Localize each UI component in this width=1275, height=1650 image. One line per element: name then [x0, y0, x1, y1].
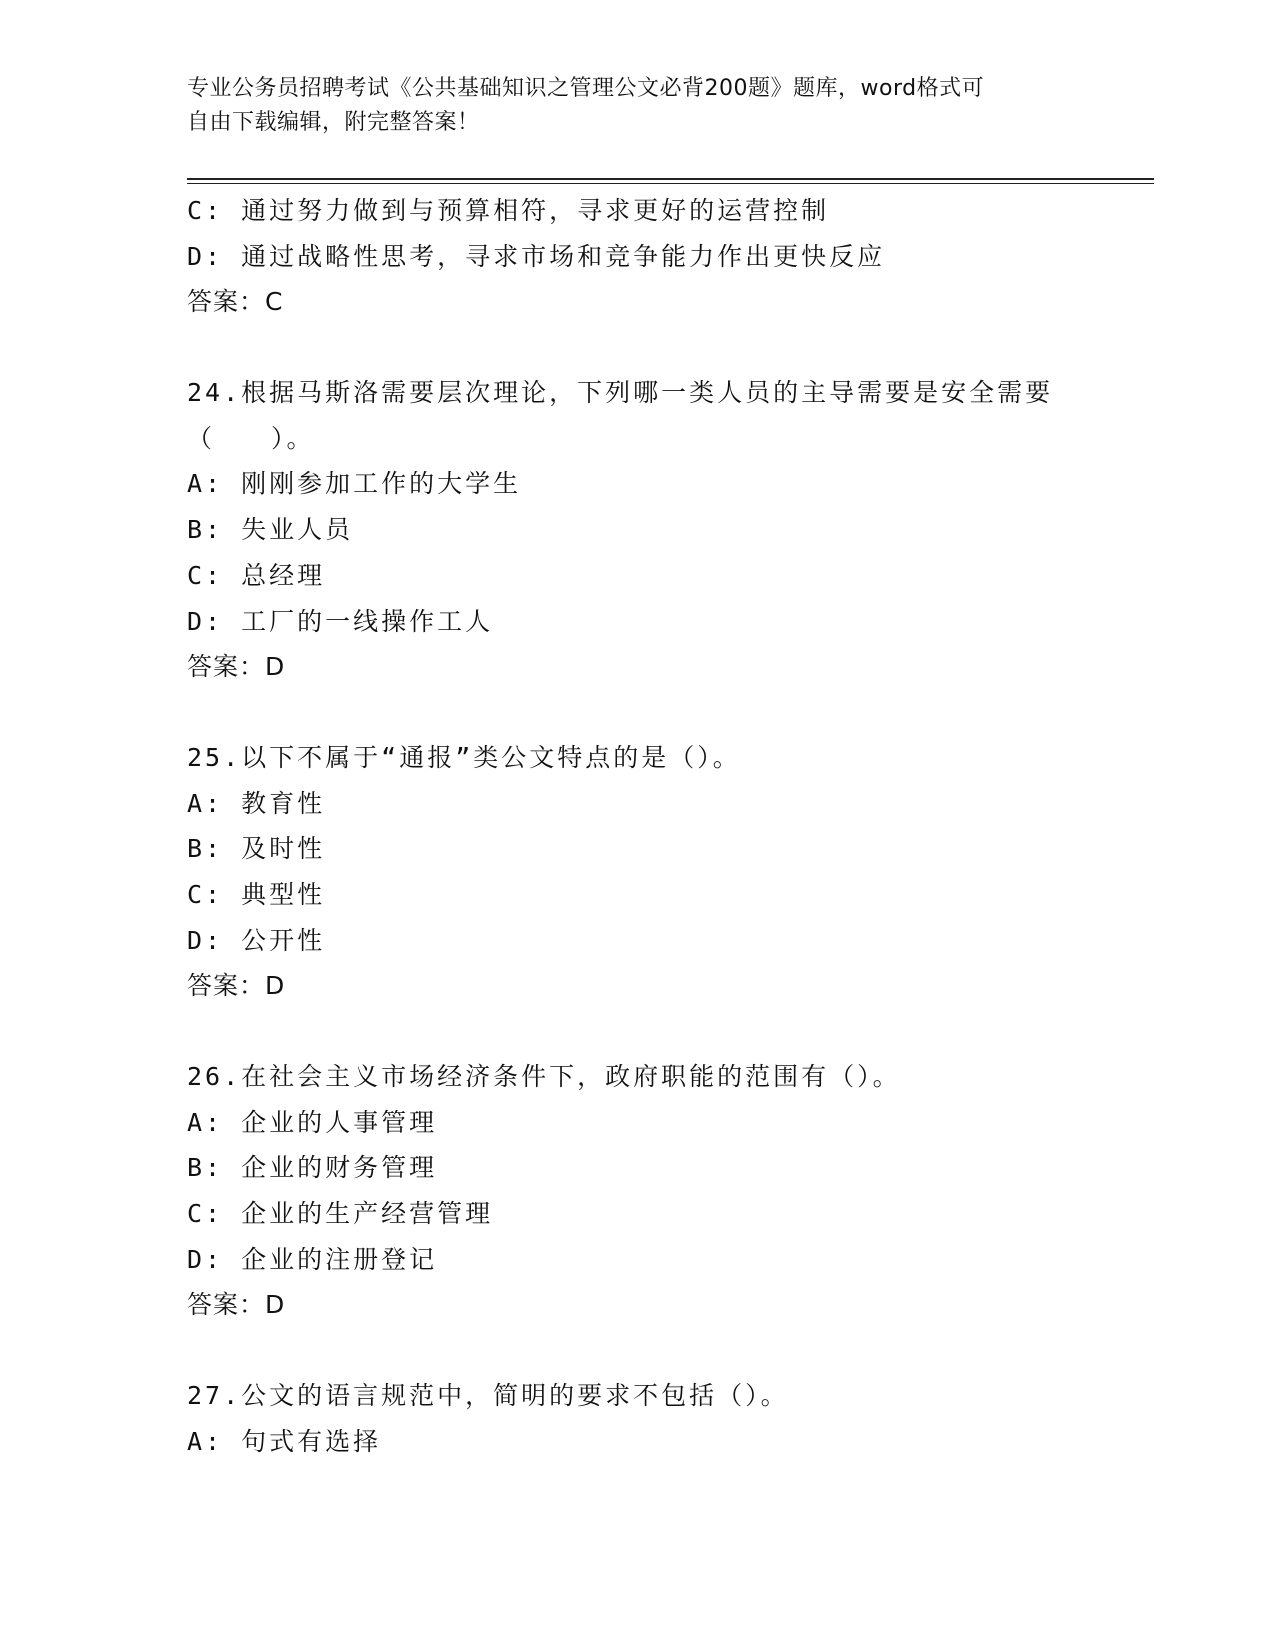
answer-text: 答案：C: [187, 287, 284, 317]
option-d: D: 公开性: [187, 925, 326, 955]
question-list: [187, 188, 1154, 1465]
question-stem: 27.公文的语言规范中，简明的要求不包括（）。: [187, 1381, 789, 1411]
option-a: A: 句式有选择: [187, 1426, 382, 1456]
option-c: C: 通过努力做到与预算相符，寻求更好的运营控制: [187, 196, 830, 225]
header-line-2: 自由下载编辑，附完整答案！: [187, 110, 480, 135]
header-line-1: 专业公务员招聘考试《公共基础知识之管理公文必背200题》题库，word格式可: [187, 76, 985, 101]
option-c: C: 企业的生产经营管理: [187, 1199, 494, 1229]
option-b: B: 企业的财务管理: [187, 1153, 438, 1183]
question-block-27: [187, 1373, 1154, 1464]
header-divider-thin: [187, 183, 1154, 184]
question-block-prev: [187, 188, 1154, 325]
option-b: B: 失业人员: [187, 515, 354, 545]
question-block-25: [187, 735, 1154, 1009]
option-d: D: 工厂的一线操作工人: [187, 606, 494, 636]
option-a: A: 教育性: [187, 788, 326, 818]
question-block-26: [187, 1054, 1154, 1328]
question-block-24: [187, 370, 1154, 690]
question-stem: 25.以下不属于“通报”类公文特点的是（）。: [187, 742, 741, 772]
option-a: A: 企业的人事管理: [187, 1107, 438, 1137]
question-stem: 24.根据马斯洛需要层次理论，下列哪一类人员的主导需要是安全需要: [187, 378, 1054, 408]
option-c: C: 典型性: [187, 879, 326, 909]
answer-text: 答案：D: [187, 971, 286, 1001]
question-stem: 26.在社会主义市场经济条件下，政府职能的范围有（）。: [187, 1062, 901, 1091]
option-c: C: 总经理: [187, 560, 326, 590]
question-stem-continued: （ ）。: [187, 423, 315, 453]
answer-text: 答案：D: [187, 652, 286, 682]
option-d: D: 企业的注册登记: [187, 1244, 438, 1274]
option-d: D: 通过战略性思考，寻求市场和竞争能力作出更快反应: [187, 241, 886, 271]
document-header: [187, 72, 1067, 140]
header-divider-thick: [187, 178, 1154, 180]
option-a: A: 刚刚参加工作的大学生: [187, 469, 522, 499]
option-b: B: 及时性: [187, 834, 326, 864]
answer-text: 答案：D: [187, 1290, 286, 1320]
